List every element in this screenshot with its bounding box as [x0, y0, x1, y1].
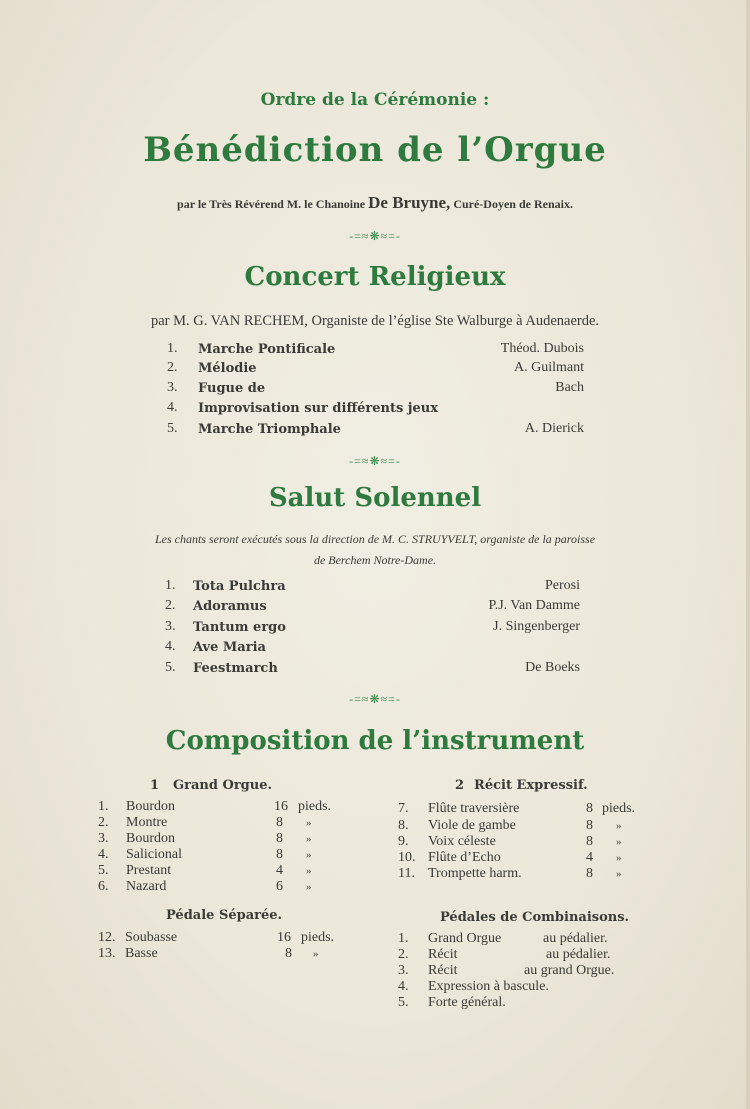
item-number: 3. [165, 619, 176, 634]
combination-number: 2. [398, 947, 409, 962]
item-composer: P.J. Van Damme [488, 598, 580, 613]
item-number: 5. [167, 421, 178, 436]
item-number: 4. [167, 400, 178, 415]
stop-name: Bourdon [126, 799, 175, 814]
stop-size: 8 [586, 834, 593, 849]
stop-unit: » [306, 817, 312, 829]
stop-size: 8 [285, 946, 292, 961]
stop-name: Soubasse [125, 930, 178, 945]
stop-number: 10. [398, 850, 416, 865]
stop-size: 8 [276, 847, 283, 862]
stop-number: 3. [98, 831, 109, 846]
stop-row [398, 850, 636, 866]
stop-name: Viole de gambe [428, 818, 516, 833]
stop-number: 1. [98, 799, 109, 814]
stop-number: 7. [398, 801, 409, 816]
combination-row [398, 963, 614, 979]
ceremony-order-heading: Ordre de la Cérémonie : [260, 90, 490, 110]
item-title: Tota Pulchra [193, 579, 286, 594]
grand-orgue-heading [150, 778, 272, 793]
stop-size: 16 [274, 799, 288, 814]
combination-source: Forte général. [428, 995, 506, 1010]
combination-row [398, 995, 506, 1011]
stop-name: Prestant [126, 863, 172, 878]
stop-number: 8. [398, 818, 409, 833]
concert-title: Concert Religieux [244, 262, 506, 292]
item-title: Adoramus [193, 599, 267, 614]
item-number: 2. [167, 360, 178, 375]
stop-row [98, 815, 326, 831]
combination-number: 4. [398, 979, 409, 994]
ornament-divider-1: -=≈❋≈=- [349, 229, 401, 243]
stop-size: 8 [276, 815, 283, 830]
stop-unit: » [306, 833, 312, 845]
item-composer: De Boeks [525, 660, 580, 675]
stop-name: Bourdon [126, 831, 175, 846]
combinaisons-heading: Pédales de Combinaisons. [440, 910, 630, 925]
stop-row [98, 799, 348, 815]
item-composer: J. Singenberger [493, 619, 580, 634]
item-title: Marche Pontificale [198, 342, 336, 357]
stop-row [398, 866, 636, 882]
stop-number: 2. [98, 815, 109, 830]
stop-size: 6 [276, 879, 283, 894]
stop-size: 8 [586, 866, 593, 881]
stop-size: 4 [276, 863, 283, 878]
stop-row [98, 946, 333, 962]
salut-title: Salut Solennel [268, 483, 482, 513]
stop-unit: » [616, 836, 622, 848]
item-number: 1. [165, 578, 176, 593]
byline-suffix: Curé-Doyen de Renaix. [453, 197, 573, 211]
stop-unit: » [306, 881, 312, 893]
stop-number: 9. [398, 834, 409, 849]
combination-number: 1. [398, 931, 409, 946]
item-composer: Bach [555, 380, 584, 395]
salut-note-line2: de Berchem Notre-Dame. [313, 553, 437, 567]
item-number: 2. [165, 598, 176, 613]
stop-name: Trompette harm. [428, 866, 522, 881]
combination-number: 5. [398, 995, 409, 1010]
composition-title: Composition de l’instrument [165, 726, 585, 756]
stop-size: 8 [586, 801, 593, 816]
page-title: Bénédiction de l’Orgue [143, 130, 607, 170]
grand-orgue-heading-num: 1 [150, 778, 160, 793]
stop-name: Basse [125, 946, 158, 961]
item-composer: Théod. Dubois [500, 341, 584, 356]
stop-name: Montre [126, 815, 168, 830]
stop-unit: » [616, 868, 622, 880]
stop-unit: » [616, 852, 622, 864]
byline-name: De Bruyne, [368, 193, 451, 212]
ornament-divider-2: -=≈❋≈=- [349, 454, 401, 468]
stop-name: Nazard [126, 879, 167, 894]
byline-prefix: par le Très Révérend M. le Chanoine [177, 197, 366, 211]
pedale-heading: Pédale Séparée. [166, 908, 283, 923]
stop-row [98, 863, 326, 879]
recit-heading-text: Récit Expressif. [474, 778, 588, 793]
stop-row [398, 834, 636, 850]
stop-size: 8 [586, 818, 593, 833]
combination-row [398, 931, 608, 947]
combination-source: Grand Orgue [428, 931, 502, 946]
item-number: 3. [167, 380, 178, 395]
stop-row [98, 930, 351, 946]
stop-name: Salicional [126, 847, 182, 862]
combination-source: Récit [428, 963, 458, 978]
stop-size: 16 [277, 930, 291, 945]
stop-row [398, 801, 652, 817]
item-title: Ave Maria [193, 640, 266, 655]
stop-number: 6. [98, 879, 109, 894]
combination-source: Expression à bascule. [428, 979, 549, 994]
stop-unit: pieds. [298, 799, 332, 814]
stop-unit: » [313, 948, 319, 960]
stop-unit: » [306, 849, 312, 861]
stop-unit: » [306, 865, 312, 877]
item-number: 5. [165, 660, 176, 675]
stop-size: 8 [276, 831, 283, 846]
item-composer: A. Dierick [524, 421, 584, 436]
combination-target: au grand Orgue. [524, 963, 615, 978]
item-title: Mélodie [198, 361, 257, 376]
stop-row [98, 847, 326, 863]
stop-row [98, 879, 326, 895]
stop-number: 4. [98, 847, 109, 862]
item-number: 1. [167, 341, 178, 356]
combination-row [398, 979, 549, 995]
item-composer: A. Guilmant [514, 360, 584, 375]
recit-heading-num: 2 [455, 778, 465, 793]
blessing-byline [0, 193, 750, 213]
stop-number: 13. [98, 946, 116, 961]
stop-number: 5. [98, 863, 109, 878]
item-title: Improvisation sur différents jeux [198, 401, 438, 416]
item-title: Feestmarch [193, 661, 278, 676]
combination-number: 3. [398, 963, 409, 978]
grand-orgue-heading-text: Grand Orgue. [173, 778, 273, 793]
item-title: Marche Triomphale [198, 422, 341, 437]
item-number: 4. [165, 639, 176, 654]
stop-number: 11. [398, 866, 415, 881]
stop-row [398, 818, 636, 834]
concert-byline: par M. G. VAN RECHEM, Organiste de l’église Ste Walburge à Audenaerde. [150, 313, 600, 329]
stop-unit: » [616, 820, 622, 832]
stop-name: Flûte d’Echo [428, 850, 501, 865]
stop-number: 12. [98, 930, 116, 945]
stop-unit: pieds. [602, 801, 636, 816]
stop-size: 4 [586, 850, 593, 865]
recit-heading [455, 778, 588, 793]
combination-row [398, 947, 611, 963]
item-composer: Perosi [545, 578, 580, 593]
stop-name: Voix céleste [428, 834, 496, 849]
ornament-divider-3: -=≈❋≈=- [349, 692, 401, 706]
stop-unit: pieds. [301, 930, 335, 945]
stop-row [98, 831, 326, 847]
combination-target: au pédalier. [546, 947, 611, 962]
salut-note-line1: Les chants seront exécutés sous la direction de M. C. STRUYVELT, organiste de la paroisse [154, 532, 596, 546]
stop-name: Flûte traversière [428, 801, 520, 816]
item-title: Tantum ergo [193, 620, 286, 635]
combination-source: Récit [428, 947, 458, 962]
combination-target: au pédalier. [543, 931, 608, 946]
item-title: Fugue de [198, 381, 266, 396]
